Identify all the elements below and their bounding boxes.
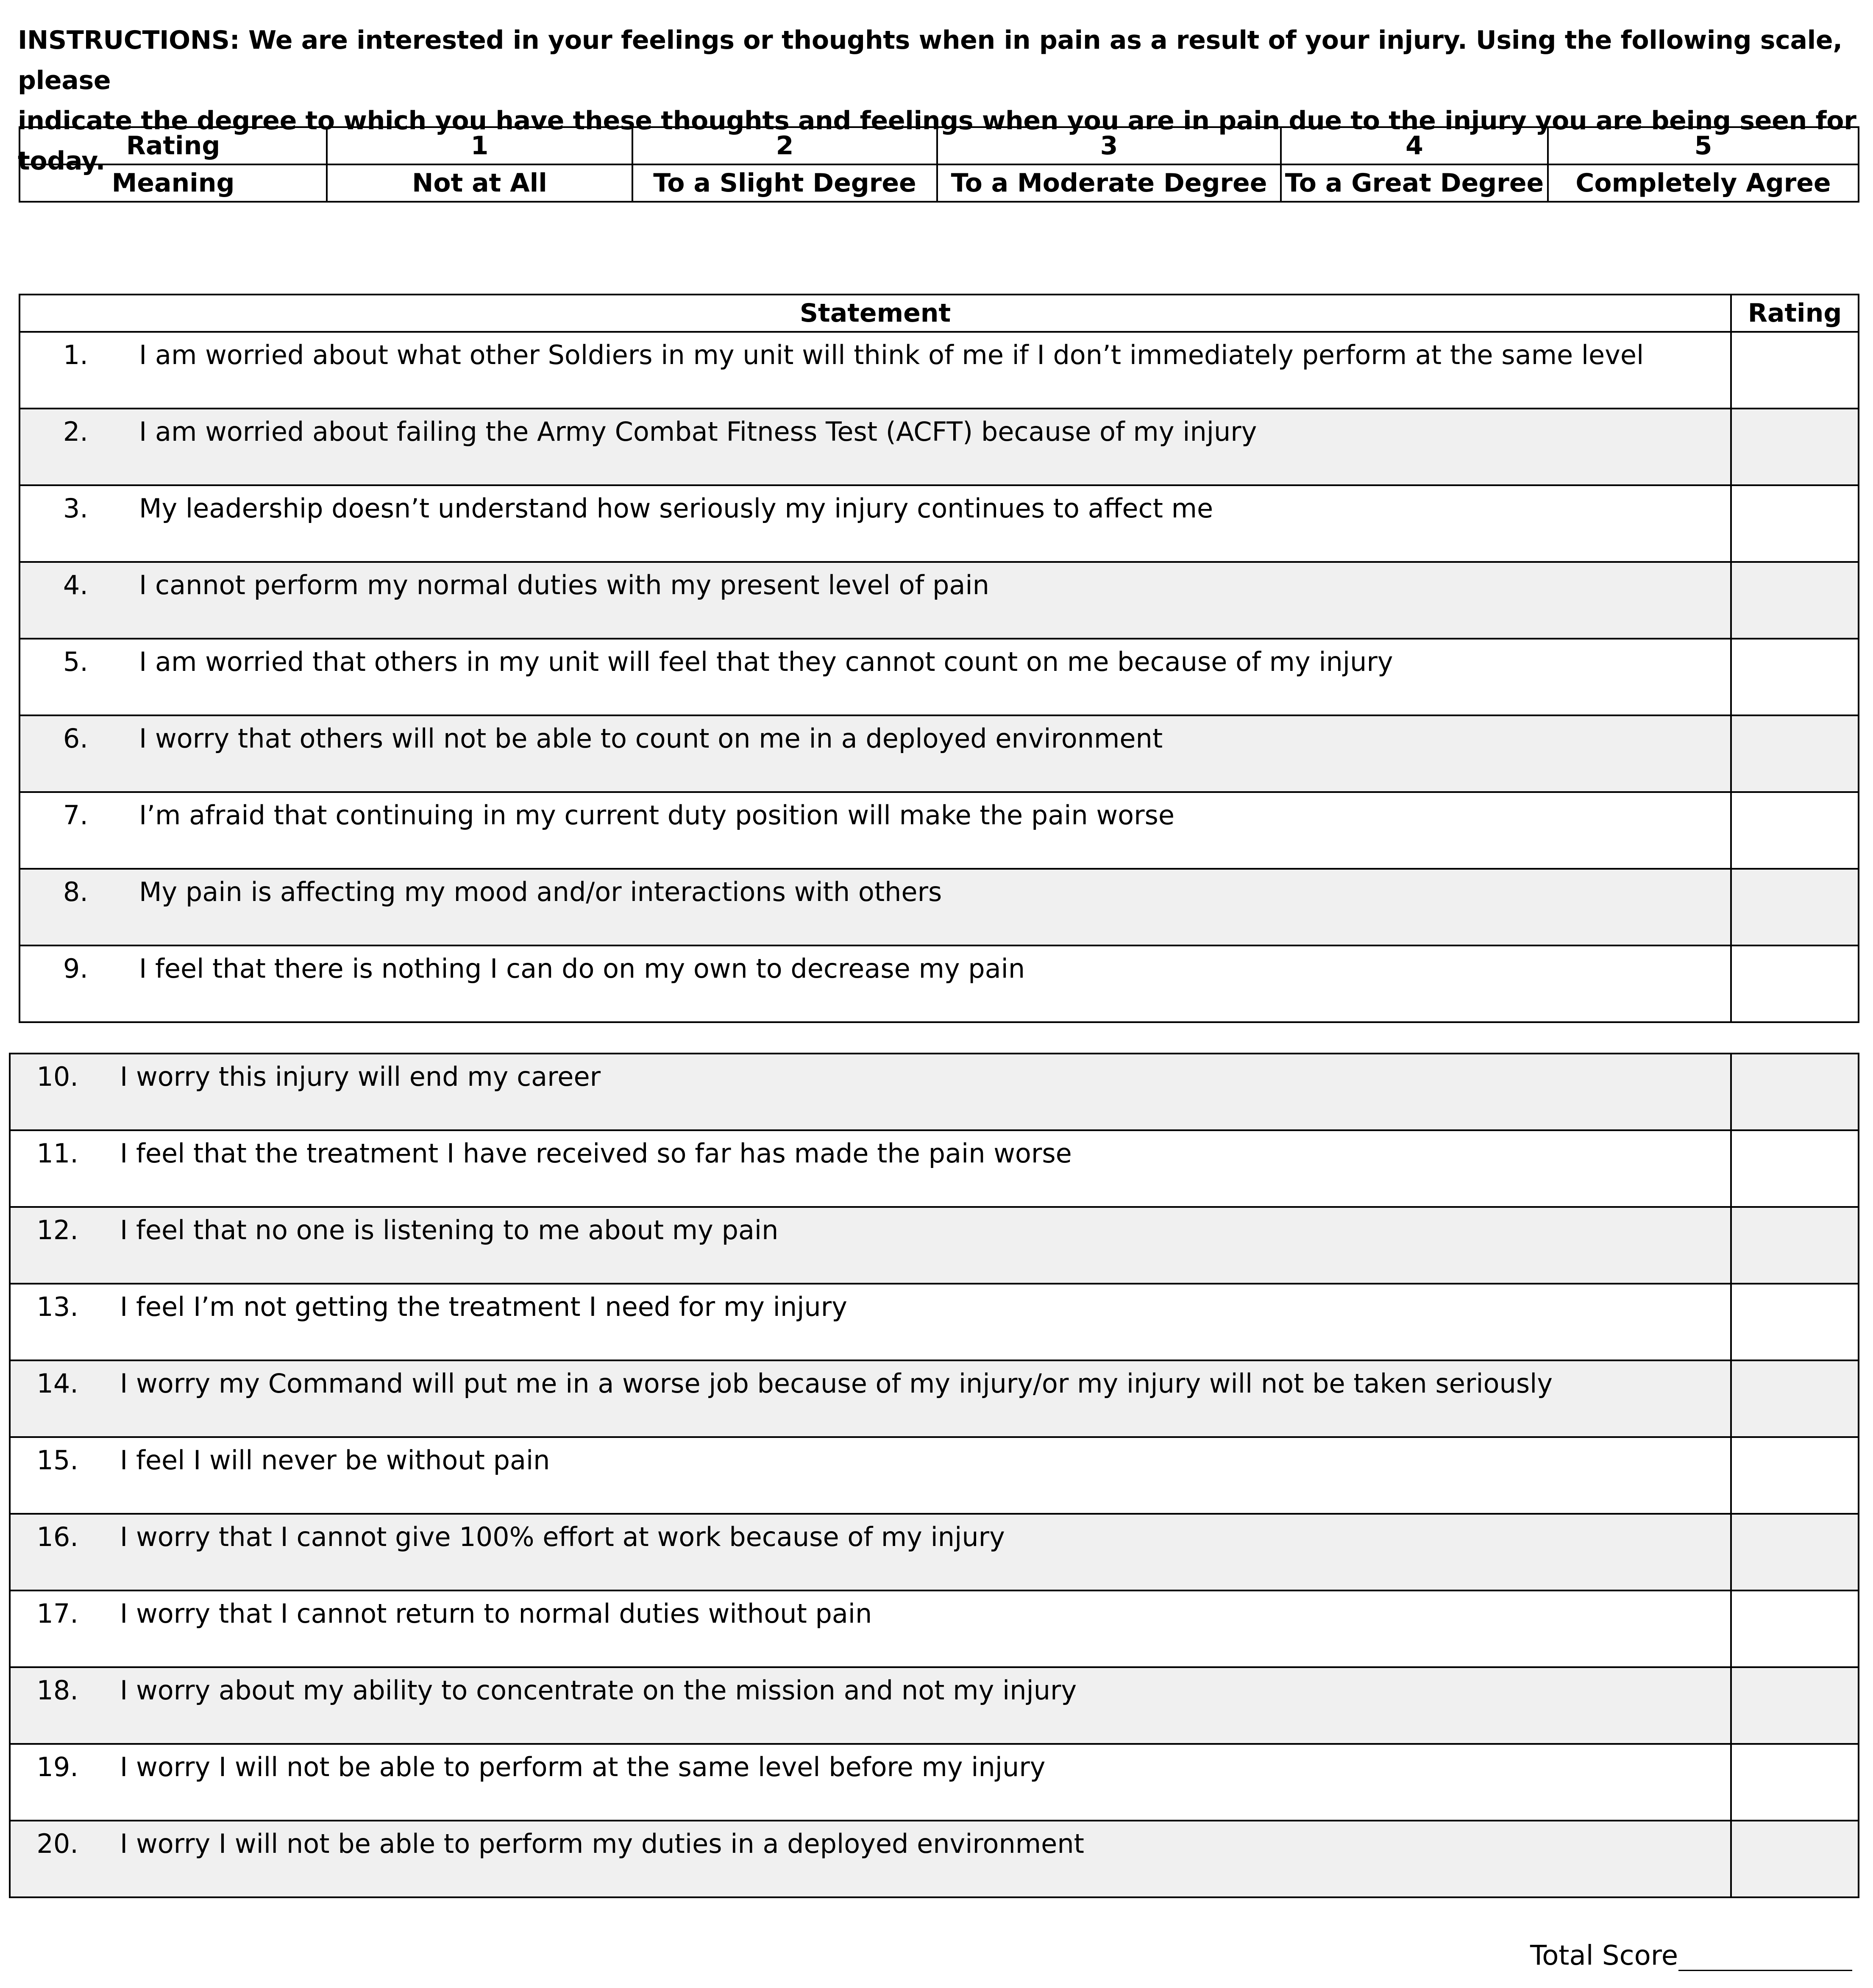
total-score-field[interactable] <box>1678 1970 1852 1971</box>
statement-number: 5. <box>63 646 88 677</box>
scale-rating-5: 5 <box>1548 127 1859 164</box>
rating-input-cell[interactable] <box>1731 409 1859 485</box>
statement-row <box>10 1821 1859 1897</box>
statement-number: 9. <box>63 953 88 984</box>
rating-input-cell[interactable] <box>1731 332 1859 409</box>
statement-cell <box>10 1360 1731 1437</box>
statement-number: 10. <box>36 1061 78 1092</box>
statement-row <box>10 1667 1859 1744</box>
scale-meaning-5: Completely Agree <box>1548 164 1859 202</box>
statement-cell <box>19 792 1731 869</box>
statement-text: I worry about my ability to concentrate on the mission and not my injury <box>120 1675 1077 1706</box>
statement-row <box>19 485 1859 562</box>
statement-text: I’m afraid that continuing in my current duty position will make the pain worse <box>139 800 1175 831</box>
statement-cell <box>10 1130 1731 1207</box>
statements-body-part-1 <box>19 332 1859 1022</box>
statement-number: 20. <box>36 1828 78 1859</box>
statement-row <box>19 869 1859 945</box>
statement-number: 14. <box>36 1368 78 1399</box>
scale-meaning-row <box>19 164 1859 202</box>
statement-text: I cannot perform my normal duties with my present level of pain <box>139 570 989 601</box>
statement-row <box>10 1514 1859 1590</box>
scale-meaning-1: Not at All <box>327 164 632 202</box>
statement-cell <box>10 1514 1731 1590</box>
statements-table-part-2 <box>9 1053 1859 1898</box>
statement-cell <box>19 409 1731 485</box>
scale-rating-3: 3 <box>937 127 1281 164</box>
rating-input-cell[interactable] <box>1731 1360 1859 1437</box>
statement-text: I worry that I cannot return to normal duties without pain <box>120 1598 872 1629</box>
statement-cell <box>10 1667 1731 1744</box>
statement-cell <box>19 715 1731 792</box>
statement-cell <box>10 1207 1731 1284</box>
statement-cell <box>10 1590 1731 1667</box>
statement-row <box>10 1130 1859 1207</box>
instructions-line-1: INSTRUCTIONS: We are interested in your feelings or thoughts when in pain as a result of your injury. Using the following scale, please <box>18 25 1842 95</box>
statement-text: I feel that there is nothing I can do on my own to decrease my pain <box>139 953 1025 984</box>
statement-cell <box>19 639 1731 715</box>
instructions-line-2: indicate the degree to which you have these thoughts and feelings when you are in pain due to the injury you are being seen for today. <box>18 106 1856 176</box>
statement-number: 3. <box>63 493 88 524</box>
rating-input-cell[interactable] <box>1731 792 1859 869</box>
statement-text: I worry my Command will put me in a worse job because of my injury/or my injury will not be taken seriously <box>120 1368 1553 1399</box>
statement-row <box>19 715 1859 792</box>
statement-cell <box>19 869 1731 945</box>
scale-rating-4: 4 <box>1281 127 1548 164</box>
rating-input-cell[interactable] <box>1731 715 1859 792</box>
rating-input-cell[interactable] <box>1731 945 1859 1022</box>
statement-column-header: Statement <box>19 295 1731 332</box>
statement-row <box>19 792 1859 869</box>
statement-text: I feel I will never be without pain <box>120 1445 550 1476</box>
scale-row-label-meaning: Meaning <box>19 164 327 202</box>
statement-number: 4. <box>63 570 88 601</box>
rating-input-cell[interactable] <box>1731 1744 1859 1821</box>
statement-row <box>19 332 1859 409</box>
statement-row <box>10 1054 1859 1130</box>
rating-input-cell[interactable] <box>1731 1437 1859 1514</box>
statement-text: I am worried about what other Soldiers in my unit will think of me if I don’t immediately perform at the same level <box>139 339 1644 370</box>
statement-number: 15. <box>36 1445 78 1476</box>
statement-text: I worry this injury will end my career <box>120 1061 601 1092</box>
scale-row-label-rating: Rating <box>19 127 327 164</box>
statement-cell <box>10 1744 1731 1821</box>
statement-row <box>10 1744 1859 1821</box>
rating-input-cell[interactable] <box>1731 562 1859 639</box>
scale-meaning-2: To a Slight Degree <box>632 164 937 202</box>
statement-text: My pain is affecting my mood and/or interactions with others <box>139 876 942 907</box>
statements-header-row <box>19 295 1859 332</box>
statement-text: I feel that no one is listening to me about my pain <box>120 1215 779 1246</box>
statement-cell <box>10 1284 1731 1360</box>
statement-number: 1. <box>63 339 88 370</box>
statement-number: 11. <box>36 1138 78 1169</box>
statements-body-part-2 <box>10 1054 1859 1897</box>
statement-number: 19. <box>36 1752 78 1782</box>
statement-number: 13. <box>36 1291 78 1322</box>
scale-meaning-3: To a Moderate Degree <box>937 164 1281 202</box>
scale-rating-1: 1 <box>327 127 632 164</box>
statement-row <box>19 562 1859 639</box>
rating-input-cell[interactable] <box>1731 1054 1859 1130</box>
statement-row <box>10 1207 1859 1284</box>
statement-row <box>10 1590 1859 1667</box>
rating-input-cell[interactable] <box>1731 485 1859 562</box>
rating-input-cell[interactable] <box>1731 1207 1859 1284</box>
rating-input-cell[interactable] <box>1731 1590 1859 1667</box>
total-score-label: Total Score <box>1530 1940 1678 1971</box>
scale-rating-2: 2 <box>632 127 937 164</box>
scale-rating-row <box>19 127 1859 164</box>
statement-row <box>19 409 1859 485</box>
statement-cell <box>10 1821 1731 1897</box>
statement-cell <box>10 1054 1731 1130</box>
statement-text: I worry I will not be able to perform my duties in a deployed environment <box>120 1828 1084 1859</box>
statements-table-part-1 <box>19 294 1859 1023</box>
rating-input-cell[interactable] <box>1731 1130 1859 1207</box>
statement-number: 16. <box>36 1521 78 1552</box>
rating-input-cell[interactable] <box>1731 1821 1859 1897</box>
statement-text: I worry that others will not be able to count on me in a deployed environment <box>139 723 1163 754</box>
statement-cell <box>10 1437 1731 1514</box>
statement-cell <box>19 945 1731 1022</box>
statement-number: 8. <box>63 876 88 907</box>
statement-text: I feel I’m not getting the treatment I need for my injury <box>120 1291 847 1322</box>
scale-meaning-4: To a Great Degree <box>1281 164 1548 202</box>
statement-text: I feel that the treatment I have received so far has made the pain worse <box>120 1138 1072 1169</box>
statement-row <box>10 1360 1859 1437</box>
rating-input-cell[interactable] <box>1731 639 1859 715</box>
statement-cell <box>19 332 1731 409</box>
statement-row <box>10 1437 1859 1514</box>
rating-column-header: Rating <box>1731 295 1859 332</box>
statement-text: I worry I will not be able to perform at the same level before my injury <box>120 1752 1046 1782</box>
statement-number: 18. <box>36 1675 78 1706</box>
rating-input-cell[interactable] <box>1731 1514 1859 1590</box>
statement-text: My leadership doesn’t understand how seriously my injury continues to affect me <box>139 493 1213 524</box>
rating-scale-table <box>19 126 1859 203</box>
statement-number: 6. <box>63 723 88 754</box>
statement-text: I am worried about failing the Army Combat Fitness Test (ACFT) because of my injury <box>139 416 1257 447</box>
rating-input-cell[interactable] <box>1731 1667 1859 1744</box>
statement-text: I am worried that others in my unit will feel that they cannot count on me because of my injury <box>139 646 1393 677</box>
statement-row <box>19 945 1859 1022</box>
statement-number: 7. <box>63 800 88 831</box>
statement-text: I worry that I cannot give 100% effort at work because of my injury <box>120 1521 1005 1552</box>
statement-number: 2. <box>63 416 88 447</box>
statement-cell <box>19 485 1731 562</box>
statement-row <box>10 1284 1859 1360</box>
rating-input-cell[interactable] <box>1731 1284 1859 1360</box>
statement-number: 12. <box>36 1215 78 1246</box>
statement-cell <box>19 562 1731 639</box>
statement-row <box>19 639 1859 715</box>
statement-number: 17. <box>36 1598 78 1629</box>
rating-input-cell[interactable] <box>1731 869 1859 945</box>
